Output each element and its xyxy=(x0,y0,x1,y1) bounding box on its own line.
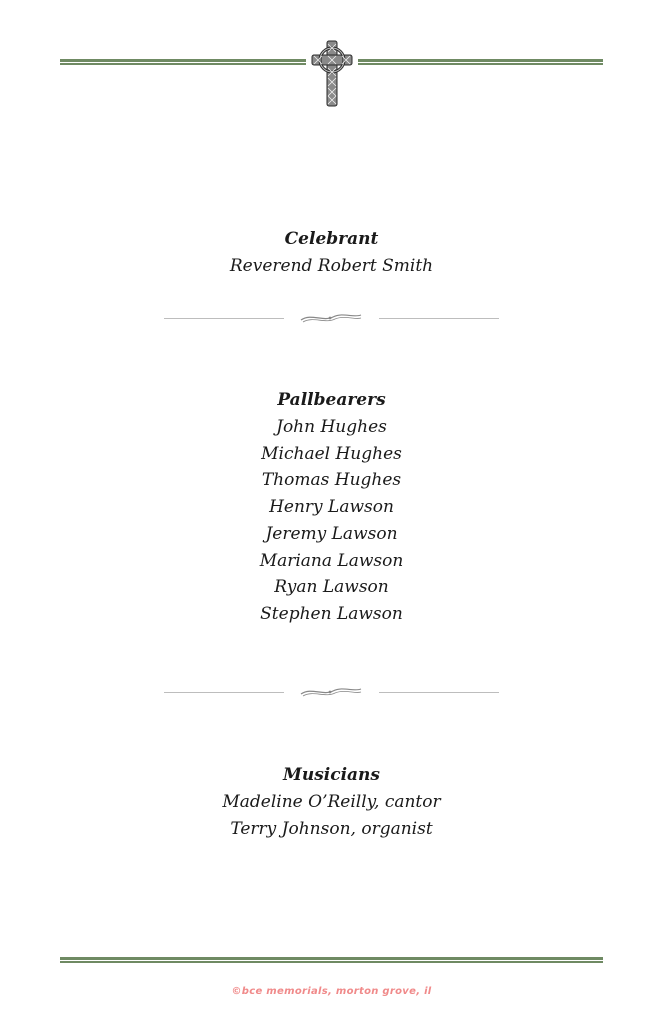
pallbearer-name: Thomas Hughes xyxy=(261,470,402,491)
divider-flourish xyxy=(164,311,499,325)
flourish-icon xyxy=(299,311,363,325)
pallbearer-name: Stephen Lawson xyxy=(260,603,403,624)
pallbearer-name: Michael Hughes xyxy=(261,443,402,464)
divider-flourish xyxy=(164,685,499,699)
copyright-notice: ©bce memorials, morton grove, il xyxy=(231,986,432,997)
celebrant-heading: Celebrant xyxy=(284,229,379,249)
celtic-cross-icon xyxy=(306,38,358,110)
musicians-section xyxy=(0,762,663,842)
bottom-double-rule xyxy=(60,957,603,963)
celebrant-section xyxy=(0,226,663,280)
flourish-icon xyxy=(299,685,363,699)
pallbearer-name: Ryan Lawson xyxy=(274,577,389,598)
pallbearers-section xyxy=(0,387,663,628)
musician-name: Terry Johnson, organist xyxy=(230,818,433,839)
pallbearer-name: John Hughes xyxy=(276,417,387,437)
musician-name: Madeline O’Reilly, cantor xyxy=(222,792,441,812)
pallbearers-heading: Pallbearers xyxy=(277,390,386,410)
celebrant-name: Reverend Robert Smith xyxy=(229,256,434,276)
pallbearer-name: Jeremy Lawson xyxy=(265,523,398,544)
musicians-heading: Musicians xyxy=(283,765,380,785)
pallbearer-name: Mariana Lawson xyxy=(259,550,404,571)
pallbearer-name: Henry Lawson xyxy=(269,497,394,518)
